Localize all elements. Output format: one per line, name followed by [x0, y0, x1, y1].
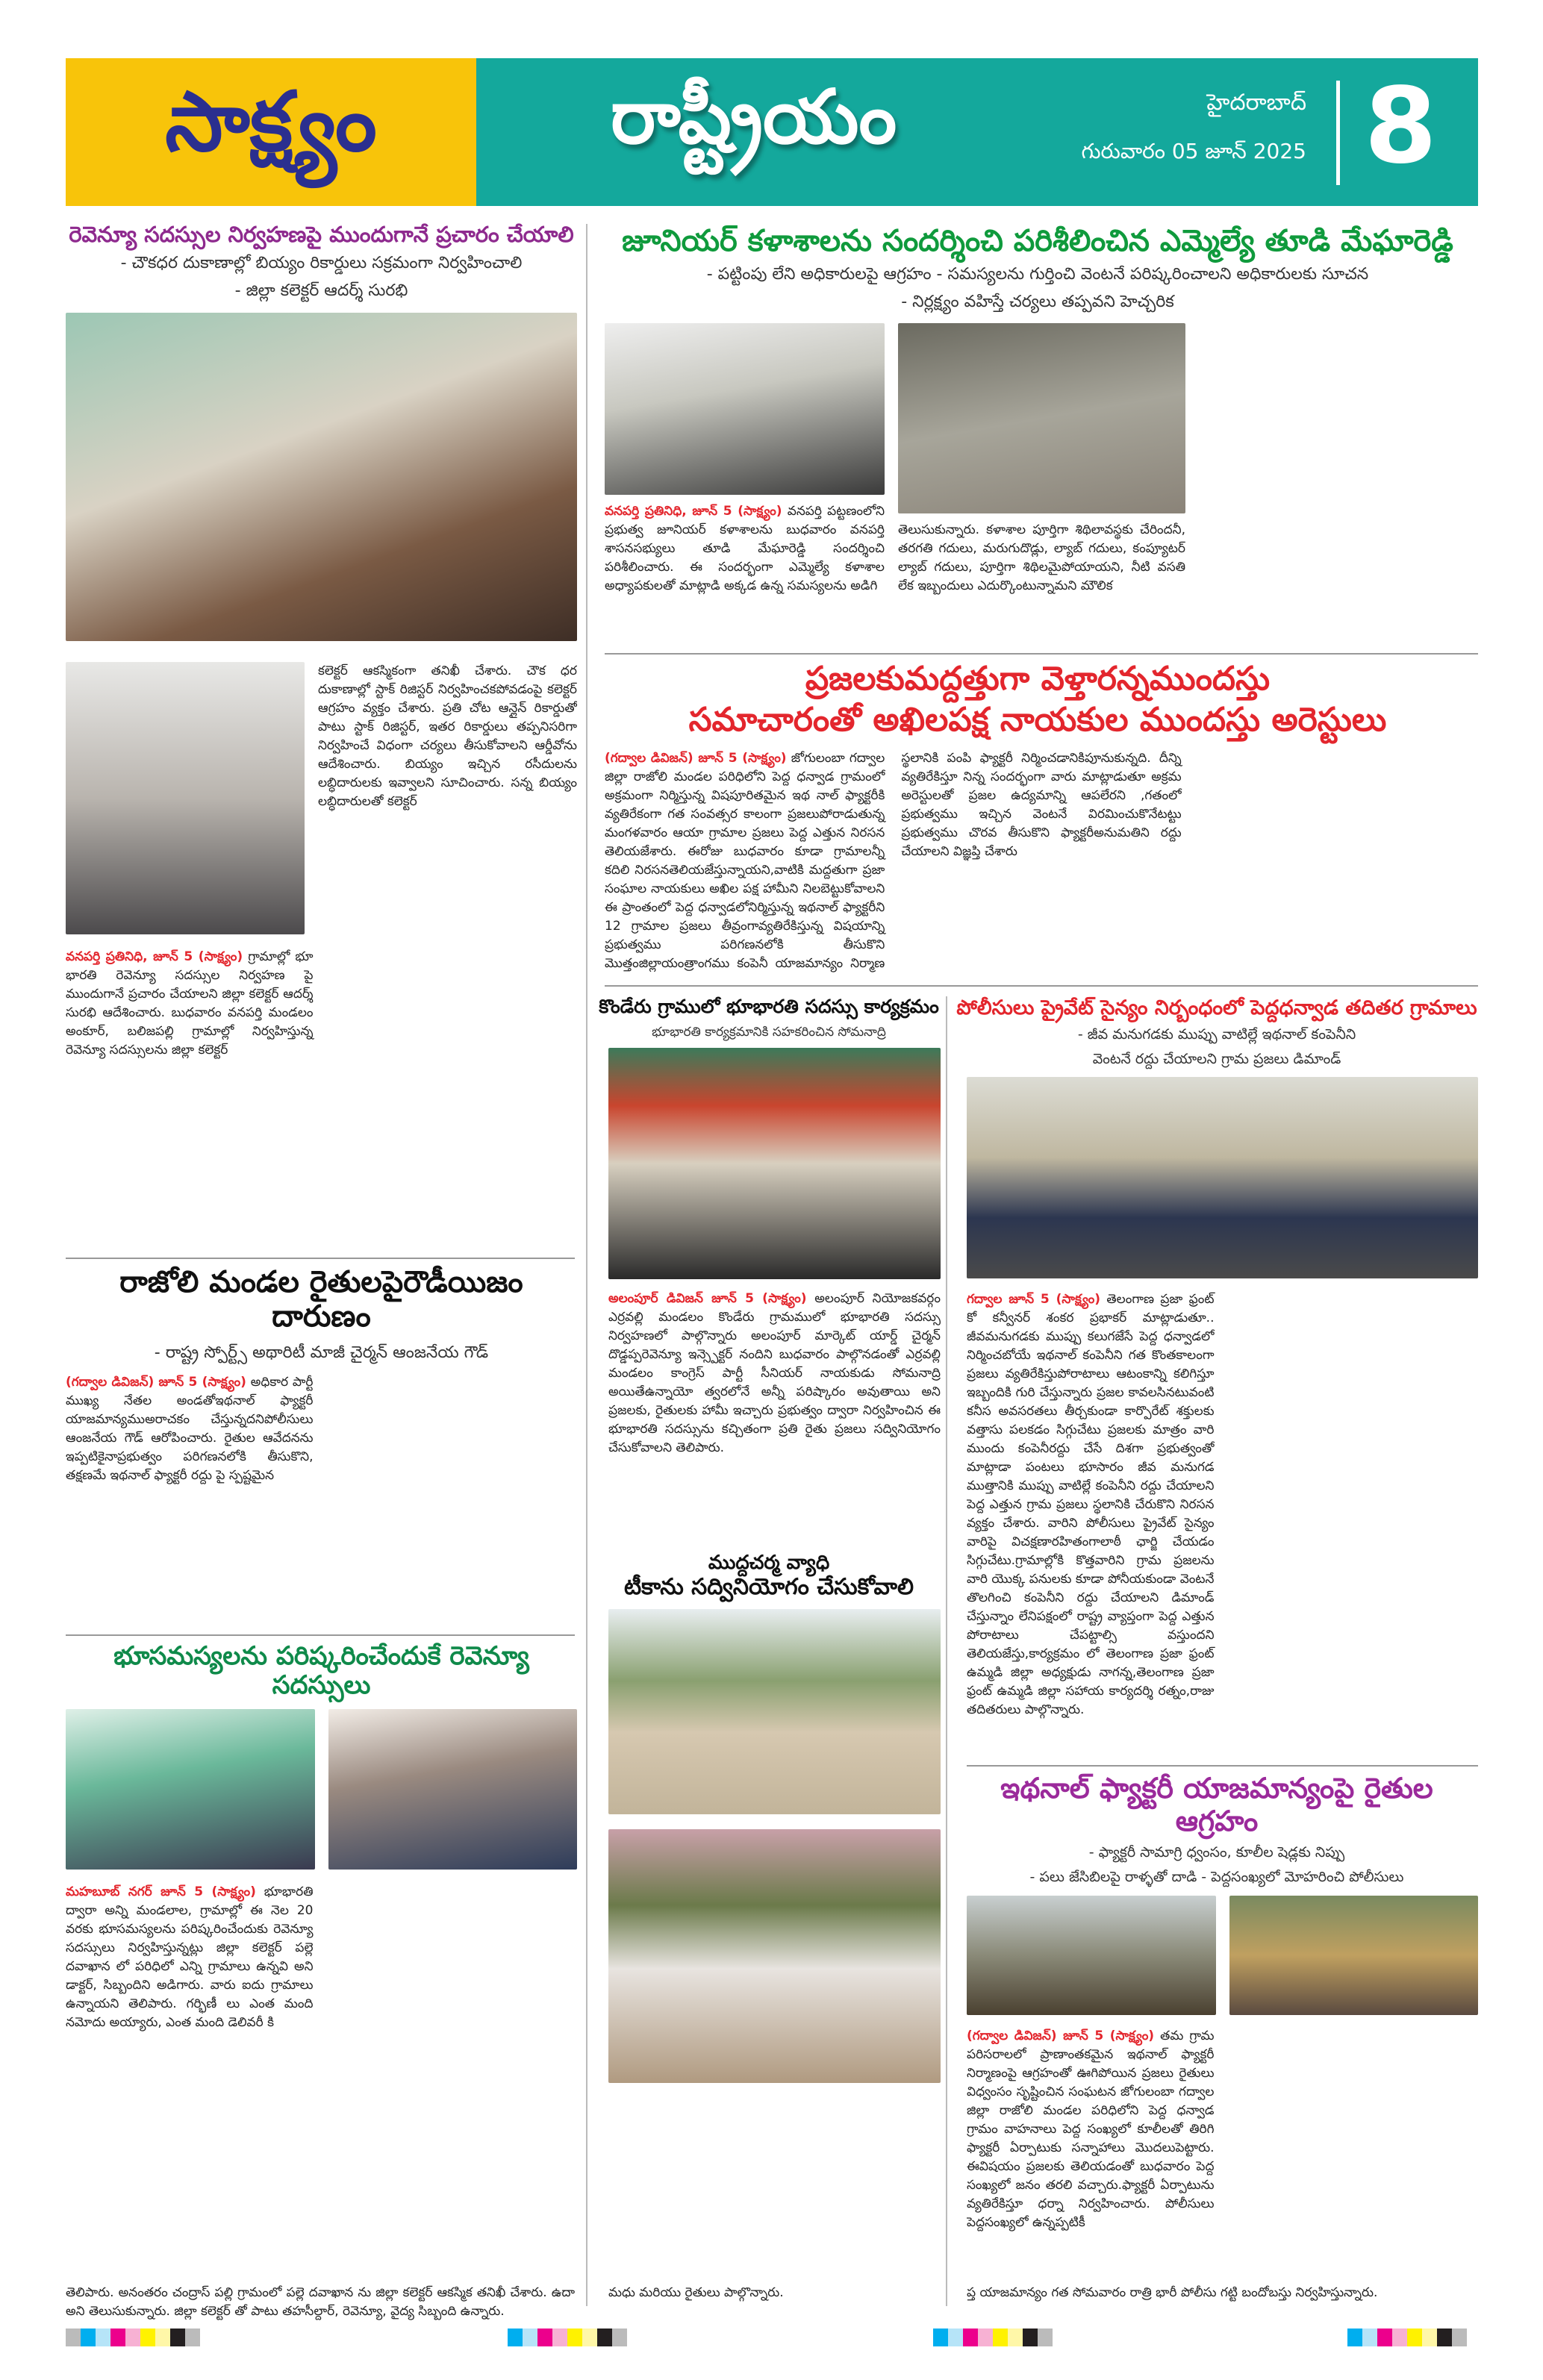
article-lumpy-skin: [597, 1552, 941, 2280]
photo-cattle-vaccination: [608, 1609, 941, 1814]
section-title: రాష్ట్రీయం: [611, 73, 897, 160]
headline: రాజోలి మండల రైతులపైరౌడీయిజం దారుణం: [119, 1265, 523, 1334]
photo-fire-sheds: [1229, 1896, 1479, 2015]
color-registration-bar: [66, 2329, 200, 2346]
dateline: వనపర్తి ప్రతినిధి, జూన్ 5 (సాక్ష్యం): [605, 504, 782, 519]
color-registration-bar: [508, 2329, 627, 2346]
subheadline: - చౌకధర దుకాణాల్లో బియ్యం రికార్డులు సక్రమంగా నిర్వహించాలి: [120, 254, 523, 273]
photo-villagers: [328, 1709, 578, 1870]
headline: భూసమస్యలను పరిష్కరించేందుకే రెవెన్యూ సదస్సులు: [113, 1642, 529, 1701]
color-registration-bar: [1347, 2329, 1467, 2346]
logo-text: సాక్ష్యం: [165, 74, 377, 169]
edition-city: హైదరాబాద్: [1206, 90, 1306, 116]
article-body: (గద్వాల డివిజన్) జూన్ 5 (సాక్ష్యం) జోగులంబా గద్వాల జిల్లా రాజోలి మండల పరిధిలోని పెద్ద ధన్వాడ గ్రామంలో అక్రమంగా నిర్మిస్తున్న విషపూరితమైన ఇథ నాల్ ఫ్యాక్టరీకి వ్యతిరేకంగా గత సంవత్సర కాలంగా ప్రజలుపోరాడుతున్న మంగళవారం ఆయా గ్రామాల ప్రజలు పెద్ద ఎత్తున నిరసన తెలియజేశారు. ఈరోజు బుధవారం కూడా గ్రామాలన్నీ కదిలి నిరసనతెలియజేస్తున్నాయని,వాటికి మద్దతుగా ప్రజా సంఘాల నాయకులు అఖిల పక్ష హామీని నిలబెట్టుకోవాలని ఈ ప్రాంతంలో పెద్ద ధన్వాడలోనిర్మిస్తున్న ఇథనాల్ ఫ్యాక్టరీని 12 గ్రామాల ప్రజలు తీవ్రంగావ్యతిరేకిస్తున్న విషయాన్ని ప్రభుత్వము పరిగణనలోకి తీసుకొని మొత్తంజిల్లాయంత్రాంగము కంపెనీ యాజమాన్యం నిర్మాణ స్థలానికి పంపి ఫ్యాక్టరీ నిర్మించడానికిపూనుకున్నది. దీన్ని వ్యతిరేకిస్తూ నిన్న సందర్భంగా వారు మాట్లాడుతూ అక్రమ అరెస్టులతో ప్రజల ఉద్యమాన్ని ఆపలేరని ,గతంలో ప్రభుత్వము ఇచ్చిన వెంటనే విరమించుకొనేటట్టు ప్రభుత్వము చొరవ తీసుకొని ఫ్యాక్టరీఅనుమతిని రద్దు చేయాలని విజ్ఞప్తి చేశారు: [605, 751, 1182, 972]
masthead-band: [476, 58, 1478, 206]
article-body: గద్వాల జూన్ 5 (సాక్ష్యం) తెలంగాణ ప్రజా ఫ్రంట్ కో కన్వీనర్ శంకర ప్రభాకర్ మాట్లాడుతూ.. జీవమనుగడకు ముప్పు కలుగజేసే పెద్ద ధన్వాడలో నిర్మించబోయే ఇథనాల్ కంపెనీని గత కొంతకాలంగా ప్రజలు వ్యతిరేకిస్తుపోరాటాలు ఆటంకాన్ని కలిగిస్తూ ఇబ్బందికి గురి చేస్తున్నారు ప్రజల కావలసినటువంటి కనీస అవసరతలు తీర్చకుండా కార్పొరేట్ శక్తులకు వత్తాసు పలకడం సిగ్గుచేటు ప్రజలకు మాత్రం వారి ముందు కంపెనీరద్దు చేసే దిశగా ప్రభుత్వంతో మాట్లాడా పంటలు భూసారం జీవ మనుగడ ముత్తానికి ముప్పు వాటిల్లే కంపెనీని రద్దు చేయాలని పెద్ద ఎత్తున గ్రామ ప్రజలు స్థలానికి చేరుకొని నిరసన వ్యక్తం చేశారు. వారిని పోలీసులు ప్రైవేట్ సైన్యం వారిపై విచక్షణారహితంగాలాఠీ ఛార్జి చేయడం సిగ్గుచేటు.గ్రామాల్లోకి కొత్తవారిని గ్రామ ప్రజలను వారి యొక్క పనులకు కూడా పోనీయకుండా వెంటనే తొలగించి కంపెనీని రద్దు చేయాలని డిమాండ్ చేస్తున్నాం లేనిపక్షంలో రాష్ట్ర వ్యాప్తంగా పెద్ద ఎత్తున పోరాటాలు చేపట్టాల్సి వస్తుందని తెలియజేస్తు,కార్యక్రమం లో తెలంగాణ ప్రజా ఫ్రంట్ ఉమ్మడి జిల్లా అధ్యక్షుడు నాగన్న,తెలంగాణ ప్రజా ఫ్రంట్ ఉమ్మడి జిల్లా సహాయ కార్యదర్శి రత్నం,రాజు తదితరులు పాల్గొన్నారు.: [967, 1292, 1215, 1718]
dateline: గద్వాల జూన్ 5 (సాక్ష్యం): [967, 1292, 1101, 1308]
column-divider: [586, 224, 587, 2306]
dateline: (గద్వాల డివిజన్) జూన్ 5 (సాక్ష్యం): [605, 751, 787, 766]
masthead-divider: [1336, 81, 1340, 185]
subheadline: - పట్టింపు లేని అధికారులపై ఆగ్రహం - సమస్యలను గుర్తించి వెంటనే పరిష్కరించాలని అధికారులకు సూచన: [706, 265, 1369, 284]
headline: కొండేరు గ్రాములో భూభారతి సదస్సు కార్యక్రమం: [599, 996, 939, 1017]
article-body: అలంపూర్ డివిజన్ జూన్ 5 (సాక్ష్యం) అలంపూర్ నియోజకవర్గం ఎర్రవల్లి మండలం కొండేరు గ్రామములో భూభారతి సదస్సు నిర్వహణలో పాల్గొన్నారు అలంపూర్ మార్కెట్ యార్డ్ చైర్మన్ దొడ్డప్పరెవెన్యూ ఇన్స్పెక్టర్ నందిని బుధవారం పాల్గొనడంతో ఎర్రవల్లి మండలం కాంగ్రెస్ పార్టీ సీనియర్ నాయకుడు సోమనాద్రి అయితేఉన్నాయో త్వరలోనే అన్నీ పరిష్కారం అవుతాయి అని ప్రజలకు, రైతులకు హామీ ఇచ్చారు ప్రభుత్వం ద్వారా నిర్వహించిన ఈ భూభారతి సదస్సును కచ్చితంగా ప్రతి రైతు ప్రజలు సద్వినియోగం చేసుకోవాలని తెలిపారు.: [608, 1290, 941, 1455]
article-closing: ప్త యాజమాన్యం గత సోమవారం రాత్రి భారీ పోలీసు గట్టి బందోబస్తు నిర్వహిస్తున్నారు.: [967, 2285, 1378, 2300]
photo-bhubharati-sadassu: [608, 1048, 941, 1279]
headline-line-1: ముద్దచర్మ వ్యాధి: [708, 1552, 830, 1574]
subheadline: భూభారతి కార్యక్రమానికి సహకరించిన సోమనాద్రి: [652, 1024, 886, 1040]
dateline: వనపర్తి ప్రతినిధి, జూన్ 5 (సాక్ష్యం): [66, 949, 243, 964]
article-body: (గద్వాల డివిజన్) జూన్ 5 (సాక్ష్యం) అధికార పార్టీ ముఖ్య నేతల అండతోఇథనాల్ ఫ్యాక్టరీ యాజమాన్యముఅరాచకం చేస్తున్నదనిపోలీసులు ఆంజనేయ గౌడ్ ఆరోపించారు. రైతుల ఆవేదనను ఇప్పటికైనాప్రభుత్వం పరిగణనలోకి తీసుకొని, తక్షణమే ఇథనాల్ ఫ్యాక్టరీ రద్దు పై స్పష్టమైన: [66, 1374, 314, 1483]
photo-factory-destruction: [967, 1896, 1216, 2015]
subheadline: - నిర్లక్ష్యం వహిస్తే చర్యలు తప్పవని హెచ్చరిక: [901, 292, 1174, 311]
article-body-continued: పంటలు భూసారం జీవ మనుగడ ముత్తానికి ముప్పు వాటిల్లే కంపెనీని రద్దు చేయాలని పెద్ద ఎత్తున గ్రామ ప్రజలు స్థలానికి చేరుకొని నిరసన వ్యక్తం చేశారు. వారిని పోలీసులు ప్రైవేట్ సైన్యం వారిపై విచక్షణారహితంగాలాఠీ ఛార్జి చేయడం సిగ్గుచేటు.గ్రామాల్లోకి కొత్తవారిని గ్రామ ప్రజలను వారి యొక్క పనులకు కూడా పోనీయకుండా వెంటనే తొలగించి కంపెనీని రద్దు చేయాలని డిమాండ్ చేస్తున్నాం లేనిపక్షంలో రాష్ట్ర వ్యాప్తంగా పెద్ద ఎత్తున పోరాటాలు చేపట్టాల్సి వస్తుందని తెలియజేస్తు,కార్యక్రమం లో తెలంగాణ ప్రజా ఫ్రంట్ ఉమ్మడి జిల్లా అధ్యక్షుడు నాగన్న,తెలంగాణ ప్రజా ఫ్రంట్ ఉమ్మడి జిల్లా సహాయ కార్యదర్శి రత్నం,రాజు తదితరులు పాల్గొన్నారు.: [967, 1460, 1215, 1718]
article-konderu-bhubharati: [597, 996, 941, 1549]
divider: [66, 1634, 575, 1636]
headline-line-1: ప్రజలకుమద్దత్తుగా వెళ్తారన్నముందస్తు: [805, 660, 1271, 698]
dateline: (గద్వాల డివిజన్) జూన్ 5 (సాక్ష్యం): [66, 1374, 246, 1390]
photo-text-row: [66, 662, 577, 934]
photo-mla-college: [605, 323, 885, 495]
divider: [967, 1765, 1478, 1767]
photo-text-row: [597, 323, 1478, 646]
page-number: 8: [1364, 66, 1437, 187]
article-body-continued: అయితేఉన్నాయో త్వరలోనే అన్నీ పరిష్కారం అవుతాయి అని ప్రజలకు, రైతులకు హామీ ఇచ్చారు ప్రభుత్వం ద్వారా నిర్వహించిన ఈ భూభారతి సదస్సును కచ్చితంగా ప్రతి రైతు ప్రజలు సద్వినియోగం చేసుకోవాలని తెలిపారు.: [608, 1384, 941, 1455]
article-closing: తెలిపారు. అనంతరం చంద్రాస్ పల్లి గ్రామంలో పల్లె దవాఖాన ను జిల్లా కలెక్టర్ ఆకస్మిక తనిఖీ చేశారు. ఉదా అని తెలుసుకున్నారు. జిల్లా కలెక్టర్ తో పాటు తహసీల్దార్, రెవెన్యూ, వైద్య సిబ్బంది ఉన్నారు.: [66, 2285, 575, 2319]
dateline: మహబూబ్ నగర్ జూన్ 5 (సాక్ష్యం): [66, 1884, 256, 1900]
color-registration-bar: [933, 2329, 1053, 2346]
photo-college-classroom: [898, 323, 1185, 513]
article-body: తెలుసుకున్నారు. కళాశాల పూర్తిగా శిథిలావస్థకు చేరిందనీ, తరగతి గదులు, మరుగుదొడ్లు, ల్యాబ్ గదులు, కంప్యూటర్ ల్యాబ్ గదులు, పూర్తిగా శిథిలమైపోయాయని, నీటి వసతి లేక ఇబ్బందులు ఎదుర్కొంటున్నామని మౌలిక: [898, 522, 1185, 594]
photo-collector-visit: [66, 313, 577, 641]
subheadline: - రాష్ట్ర స్పోర్ట్స్ అథారిటీ మాజీ చైర్మన్ ఆంజనేయ గౌడ్: [154, 1343, 489, 1362]
article-rajoli-farmers: [66, 1265, 577, 1629]
divider: [605, 985, 1478, 987]
subheadline: వెంటనే రద్దు చేయాలని గ్రామ ప్రజలు డిమాండ్: [1092, 1050, 1341, 1067]
headline: పోలీసులు ప్రైవేట్ సైన్యం నిర్బంధంలో పెద్దధన్వాడ తదితర గ్రామాలు: [956, 996, 1477, 1019]
column: [898, 323, 1185, 646]
headline-line-2: సమాచారంతో అఖిలపక్ష నాయకుల ముందస్తు అరెస్టులు: [688, 700, 1387, 739]
subheadline: - ఫ్యాక్టరీ సామాగ్రి ధ్వంసం, కూలీల షెడ్లకు నిప్పు: [1088, 1844, 1345, 1861]
article-ethanol-farmers: [956, 1772, 1478, 2280]
article-closing: మధు మరియు రైతులు పాల్గొన్నారు.: [608, 2285, 784, 2300]
headline: రెవెన్యూ సదస్సుల నిర్వహణపై ముందుగానే ప్రచారం చేయాలి: [69, 222, 574, 247]
edition-date: గురువారం 05 జూన్ 2025: [1081, 139, 1306, 163]
photo-cattle-vaccination-2: [608, 1829, 941, 2083]
photo-revenue-office: [66, 662, 305, 934]
article-body: మహబూబ్ నగర్ జూన్ 5 (సాక్ష్యం) భూభారతి ద్వారా అన్ని మండలాల, గ్రామాల్లో ఈ నెల 20 వరకు భూసమస్యలను పరిష్కరించేందుకు రెవెన్యూ సదస్సులు నిర్వహిస్తున్నట్లు జిల్లా కలెక్టర్ పల్లె దవాఖాన లో పరిధిలో ఎన్ని గ్రామాలు ఉన్నవి అని డాక్టర్, సిబ్బందిని అడిగారు. వారు ఐదు గ్రామాలు ఉన్నాయని తెలిపారు. గర్భిణీ లు ఎంత మంది నమోదు అయ్యారు, ఎంత మంది డెలివరీ కి: [66, 1884, 314, 2031]
headline-line-2: టీకాను సద్వినియోగం చేసుకోవాలి: [624, 1573, 914, 1600]
photo-row: [66, 1709, 577, 1870]
divider: [605, 653, 1478, 655]
column-divider: [946, 996, 947, 2306]
dateline: (గద్వాల డివిజన్) జూన్ 5 (సాక్ష్యం): [967, 2028, 1155, 2043]
newspaper-logo: [66, 58, 476, 206]
dateline: అలంపూర్ డివిజన్ జూన్ 5 (సాక్ష్యం): [608, 1290, 807, 1306]
divider: [66, 1258, 575, 1259]
headline: జూనియర్ కళాశాలను సందర్శించి పరిశీలించిన ఎమ్మెల్యే తూడి మేఘారెడ్డి: [622, 224, 1453, 258]
subheadline: - జిల్లా కలెక్టర్ ఆదర్శ్ సురభి: [234, 281, 408, 300]
photo-villagers-protest: [967, 1077, 1478, 1278]
photo-clinic-inspection: [66, 1709, 315, 1870]
article-revenue-sadassu: [66, 222, 577, 1252]
article-police-villages: [956, 996, 1478, 1758]
article-land-issues: [66, 1642, 577, 2280]
subheadline: - జీవ మనుగడకు ముప్పు వాటిల్లే ఇథనాల్ కంపెనీని: [1077, 1026, 1356, 1043]
article-body: కలెక్టర్ ఆకస్మికంగా తనిఖీ చేశారు. చౌక ధర దుకాణాల్లో స్టాక్ రిజిస్టర్ నిర్వహించకపోవడంపై కలెక్టర్ ఆగ్రహం వ్యక్తం చేశారు. ప్రతి చోట ఆన్లైన్ రికార్డుతో పాటు స్టాక్ రిజిస్టర్, ఇతర రికార్డులు తప్పనిసరిగా నిర్వహించే విధంగా చర్యలు తీసుకోవాలని ఆర్డీవోను ఆదేశించారు. బియ్యం ఇచ్చిన రసీదులను లబ్ధిదారులకు ఇవ్వాలని సూచించారు. సన్న బియ్యం లబ్ధిదారులతో కలెక్టర్: [318, 663, 577, 809]
article-arrests: [597, 660, 1478, 979]
column: [605, 323, 885, 646]
article-body: వనపర్తి ప్రతినిధి, జూన్ 5 (సాక్ష్యం) గ్రామాల్లో భూ భారతి రెవెన్యూ సదస్సుల నిర్వహణ పై ముందుగానే ప్రచారం చేయాలని జిల్లా కలెక్టర్ ఆదర్శ్ సురభి ఆదేశించారు. బుధవారం వనపర్తి మండలం అంకూర్, బలిజపల్లి గ్రామాల్లో నిర్వహిస్తున్న రెవెన్యూ సదస్సులను జిల్లా కలెక్టర్: [66, 949, 314, 1058]
article-body: (గద్వాల డివిజన్) జూన్ 5 (సాక్ష్యం) తమ గ్రామ పరిసరాలలో ప్రాణాంతకమైన ఇథనాల్ ఫ్యాక్టరీ నిర్మాణంపై ఆగ్రహంతో ఊగిపోయిన ప్రజలు రైతులు విధ్వంసం సృష్టించిన సంఘటన జోగులంబా గద్వాల జిల్లా రాజోలి మండల పరిధిలోని పెద్ద ధన్వాడ గ్రామం వాహనాలు పెద్ద సంఖ్యలో కూలీలతో తిరిగి ఫ్యాక్టరీ ఏర్పాటుకు సన్నాహాలు మొదలుపెట్టారు. ఈవిషయం ప్రజలకు తెలియడంతో బుధవారం పెద్ద సంఖ్యలో జనం తరలి వచ్చారు.ఫ్యాక్టరీ ఏర్పాటును వ్యతిరేకిస్తూ ధర్నా నిర్వహించారు. పోలీసులు పెద్దసంఖ్యలో ఉన్నప్పటికీ: [967, 2028, 1215, 2230]
subheadline: - పలు జేసిబిలపై రాళ్ళతో దాడి - పెద్దసంఖ్యలో మోహరించి పోలీసులు: [1029, 1869, 1404, 1886]
photo-row: [967, 1896, 1478, 2015]
article-junior-college: [597, 224, 1478, 646]
article-body: వనపర్తి ప్రతినిధి, జూన్ 5 (సాక్ష్యం) వనపర్తి పట్టణంలోని ప్రభుత్వ జూనియర్ కళాశాలను బుధవారం వనపర్తి శాసనసభ్యులు తూడి మేఘారెడ్డి సందర్శించి పరిశీలించారు. ఈ సందర్భంగా ఎమ్మెల్యే కళాశాల అధ్యాపకులతో మాట్లాడి అక్కడ ఉన్న సమస్యలను అడిగి: [605, 504, 885, 594]
headline: ఇథనాల్ ఫ్యాక్టరీ యాజమాన్యంపై రైతుల ఆగ్రహం: [1000, 1772, 1433, 1837]
